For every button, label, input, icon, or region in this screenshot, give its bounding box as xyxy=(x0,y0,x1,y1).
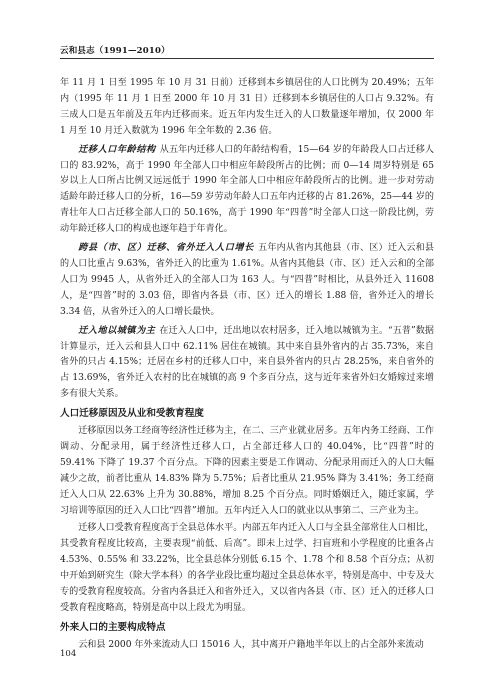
header-rule xyxy=(60,58,434,59)
section-heading-floating-population: 外来人口的主要构成特点 xyxy=(60,621,166,633)
body-text xyxy=(60,76,434,656)
section-heading-migration-reasons: 人口迁移原因及从业和受教育程度 xyxy=(60,408,204,420)
paragraph-3-text: 五年内从省内其他县（市、区）迁入云和县的人口比重占 9.63%，省外迁入的比重为 1.61%。从省内其他县（市、区）迁入云和的全部人口为 9945 人，从省外迁入的全部人口为 163 人。与“四普”时相比，从县外迁入 11608 人，是“四普”时的 3.03 倍，即省内各县（市、区）迁入的增长 1.88 倍，省外迁入的增长 3.34 倍，从省外迁入的人口增长最快。 xyxy=(60,243,434,317)
paragraph-4-text: 在迁入人口中，迁出地以农村居多，迁入地以城镇为主。“五普”数据计算显示，迁入云和县人口中 62.11% 居住在城镇。其中来自县外省内的占 35.73%，来自省外的只占 4.15%；迁居在乡村的迁移人口中，来自县外省内的只占 28.25%，来自省外的占 13.69%，省外迁入农村的比在城镇的高 9 个多百分点，这与近年来省外妇女婚嫁过来增多有很大关系。 xyxy=(60,325,434,400)
subheading-cross-county: 跨县（市、区）迁移、省外迁入人口增长 xyxy=(78,242,255,254)
paragraph-2-text: 从五年内迁移人口的年龄结构看，15—64 岁的年龄段人口占迁移人口的 83.92%，高于 1990 年全部人口中相应年龄段所占的比例；而 0—14 周岁特别是 65 岁以上人口所占比例又远远低于 1990 年全部人口中相应年龄段所占的比例。进一步对劳动适龄年龄迁移人口的分析，16—59 岁劳动年龄人口五年内迁移的占 81.26%，25—44 岁的青壮年人口占迁移全部人口的 50.16%，高于 1990 年“四普”时全部人口这一阶段比例，劳动年龄迁移人口的构成也逐年趋于年青化。 xyxy=(60,144,434,235)
paragraph-6: 迁移人口受教育程度高于全县总体水平。内部五年内迁入人口与全县全部常住人口相比，其受教育程度比较高，主要表现“前低、后高”。即未上过学、扫盲班和小学程度的比重各占 4.53%、0.55% 和 33.22%，比全县总体分别低 6.15 个、1.78 个和 8.58 个百分点；从初中开始到研究生（除大学本科）的各学业段比重均超过全县总体水平，特别是高中、中专及大专的受教育程度较高。分省内各县迁入和省外迁入，又以省内各县（市、区）迁入的迁移人口受教育程度略高，特别是高中以上段尤为明显。 xyxy=(60,523,434,613)
subheading-age-structure: 迁移人口年龄结构 xyxy=(78,143,156,155)
paragraph-5: 迁移原因以务工经商等经济性迁移为主，在二、三产业就业居多。五年内务工经商、工作调动、分配录用，属于经济性迁移人口，占全部迁移人口的 40.04%，比“四普”时的 59.41% 下降了 19.37 个百分点。下降的因素主要是工作调动、分配录用而迁入的人口大幅减少之故，前者比重从 14.83% 降为 5.75%；后者比重从 21.95% 降为 3.41%；务工经商迁入人口从 22.63% 上升为 30.88%，增加 8.25 个百分点。同时婚姻迁入，随迁家属，学习培训等原因的迁入人口比“四普”增加。五年内迁入人口的就业以从事第二、三产业为主。 xyxy=(60,426,434,516)
running-header: 云和县志（1991—2010） xyxy=(60,46,170,56)
paragraph-7: 云和县 2000 年外来流动人口 15016 人，其中离开户籍地半年以上的占全部外来流动 xyxy=(78,639,424,650)
subheading-urban-destination: 迁入地以城镇为主 xyxy=(78,324,156,336)
paragraph-3 xyxy=(60,240,434,321)
paragraph-4 xyxy=(60,323,434,404)
paragraph-2 xyxy=(60,142,434,238)
paragraph-1: 年 11 月 1 日至 1995 年 10 月 31 日前）迁移到本乡镇居住的人口比例为 20.49%；五年内（1995 年 11 月 1 日至 2000 年 10 月 31 日）迁移到本乡镇居住的人口占 9.32%。有三成人口是五年前及五年内迁移而来。近五年内发生迁入的人口数量逐年增加，仅 2000 年 1 月至 10 月迁入数就为 1996 年全年数的 2.36 倍。 xyxy=(60,78,434,136)
page-number: 104 xyxy=(60,649,77,659)
